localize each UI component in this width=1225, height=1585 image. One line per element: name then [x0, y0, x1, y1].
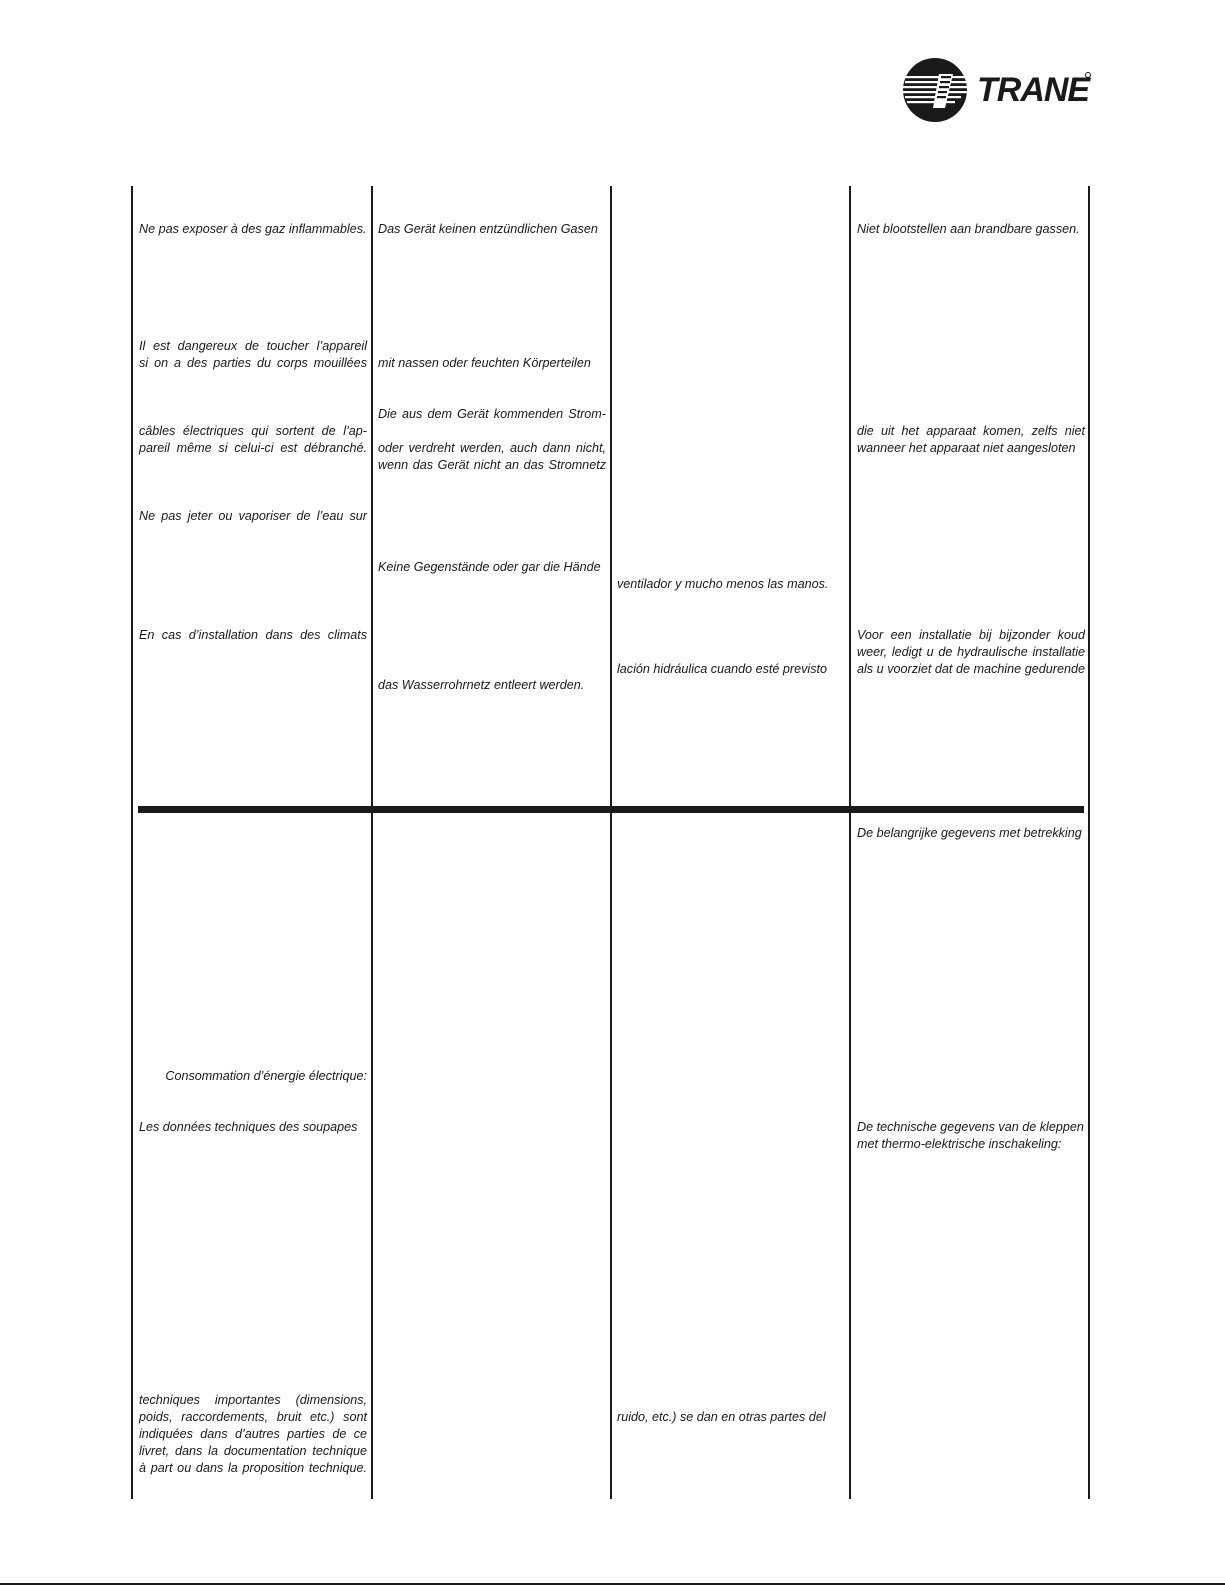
trademark-mark	[1085, 72, 1091, 78]
fr-text-line: En cas d’installation dans des climats	[139, 628, 367, 642]
es-text-line: ventilador y mucho menos las manos.	[617, 577, 829, 591]
fr-text-line: techniques importantes (dimensions,	[139, 1393, 367, 1407]
nl-text-line: De belangrijke gegevens met betrekking	[857, 826, 1082, 840]
column-divider-right	[1088, 186, 1090, 1499]
de-text-line: Die aus dem Gerät kommenden Strom-	[378, 407, 606, 421]
nl-text-line: weer, ledigt u de hydraulische installatie	[857, 645, 1085, 659]
fr-text-line: Les données techniques des soupapes	[139, 1120, 358, 1134]
fr-text-line: livret, dans la documentation technique	[139, 1444, 367, 1458]
de-text-line: oder verdreht werden, auch dann nicht,	[378, 441, 606, 455]
de-text-line: das Wasserrohrnetz entleert werden.	[378, 678, 585, 692]
column-divider-left	[131, 186, 133, 1499]
de-text-line: Das Gerät keinen entzündlichen Gasen	[378, 222, 598, 236]
nl-text-line: met thermo-elektrische inschakeling:	[857, 1137, 1062, 1151]
nl-text-line: Niet blootstellen aan brandbare gassen.	[857, 222, 1080, 236]
nl-text-line: als u voorziet dat de machine gedurende	[857, 662, 1085, 676]
de-text-line: Keine Gegenstände oder gar die Hände	[378, 560, 601, 574]
nl-text-line: Voor een installatie bij bijzonder koud	[857, 628, 1085, 642]
nl-text-line: die uit het apparaat komen, zelfs niet	[857, 424, 1085, 438]
column-divider-1	[371, 186, 373, 1499]
nl-text-line: De technische gegevens van de kleppen	[857, 1120, 1084, 1134]
fr-text-line: Il est dangereux de toucher l’appareil	[139, 339, 367, 353]
es-text-line: ruido, etc.) se dan en otras partes del	[617, 1410, 826, 1424]
fr-text-line: câbles électriques qui sortent de l’ap-	[139, 424, 367, 438]
section-separator-bar	[138, 806, 1084, 813]
fr-text-line: si on a des parties du corps mouillées	[139, 356, 367, 370]
fr-text-line: Ne pas exposer à des gaz inflammables.	[139, 222, 367, 236]
de-text-line: mit nassen oder feuchten Körperteilen	[378, 356, 591, 370]
column-divider-3	[849, 186, 851, 1499]
nl-text-line: wanneer het apparaat niet aangesloten	[857, 441, 1076, 455]
fr-text-line: pareil même si celui-ci est débranché.	[139, 441, 367, 455]
fr-text-line: poids, raccordements, bruit etc.) sont	[139, 1410, 367, 1424]
es-text-line: lación hidráulica cuando esté previsto	[617, 662, 828, 676]
fr-text-line: Ne pas jeter ou vaporiser de l’eau sur	[139, 509, 367, 523]
de-text-line: wenn das Gerät nicht an das Stromnetz	[378, 458, 606, 472]
fr-text-line: à part ou dans la proposition technique.	[139, 1461, 367, 1475]
trane-wordmark: TRANE	[977, 71, 1090, 109]
column-divider-2	[610, 186, 612, 1499]
fr-text-line: Consommation d’énergie électrique:	[165, 1069, 367, 1083]
fr-text-line: indiquées dans d’autres parties de ce	[139, 1427, 367, 1441]
